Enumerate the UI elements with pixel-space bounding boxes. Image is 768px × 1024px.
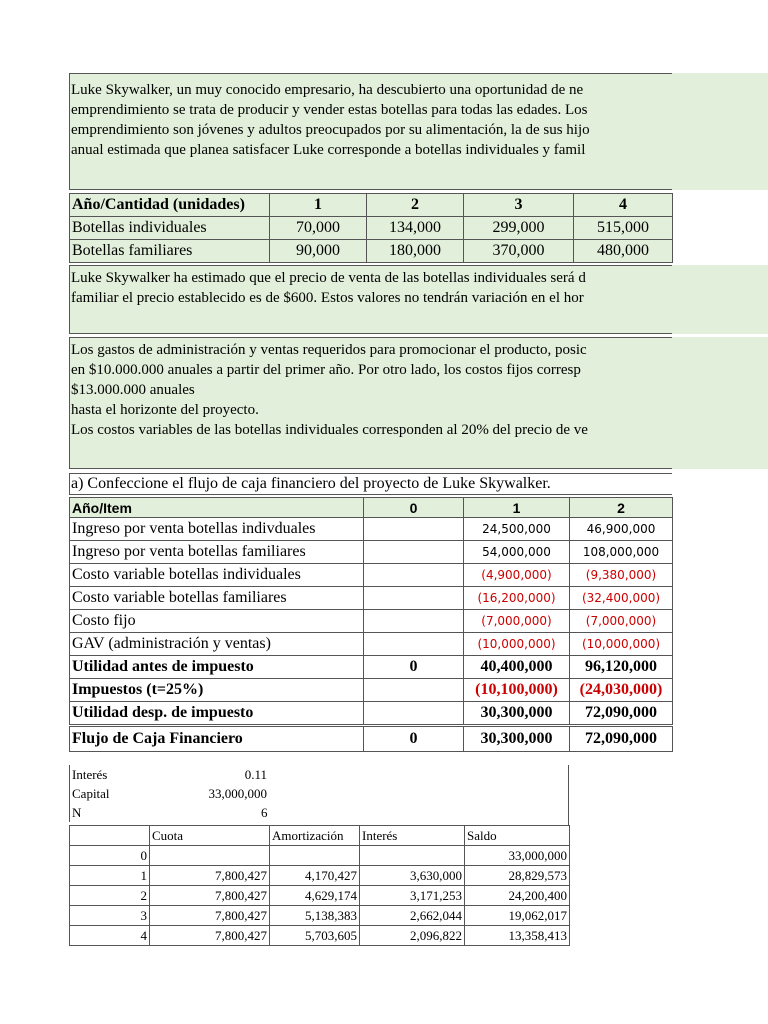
period-cell: 2 — [70, 886, 150, 906]
value-y1: (7,000,000) — [464, 610, 570, 633]
value-y0 — [364, 679, 464, 702]
value-y2: (10,000,000) — [570, 633, 673, 656]
header-cell: 3 — [464, 194, 574, 217]
costs-line: Los costos variables de las botellas individuales corresponden al 20% del precio de ve — [71, 422, 588, 438]
table-header-row — [70, 826, 570, 846]
table-row — [70, 926, 570, 946]
header-cell — [70, 826, 150, 846]
period-cell: 4 — [70, 926, 150, 946]
table-header-row — [70, 498, 673, 518]
price-line: Luke Skywalker ha estimado que el precio de venta de las botellas individuales será d — [71, 270, 586, 286]
value-y1: (16,200,000) — [464, 587, 570, 610]
intro-text-box — [69, 73, 672, 190]
amount-cell: 7,800,427 — [150, 886, 270, 906]
loan-params — [69, 765, 270, 822]
value-y1: (10,000,000) — [464, 633, 570, 656]
amount-cell: 2,096,822 — [360, 926, 465, 946]
table-row — [70, 610, 673, 633]
table-cell: Botellas individuales — [70, 217, 270, 240]
row-label: Costo variable botellas individuales — [70, 564, 364, 587]
value-y0 — [364, 518, 464, 541]
amount-cell: 2,662,044 — [360, 906, 465, 926]
header-cell: 2 — [570, 498, 673, 518]
amount-cell: 3,171,253 — [360, 886, 465, 906]
amount-cell — [360, 846, 465, 866]
costs-line: Los gastos de administración y ventas requeridos para promocionar el producto, posic — [71, 342, 587, 358]
table-cell: 480,000 — [574, 240, 673, 263]
table-row — [70, 564, 673, 587]
param-row — [70, 784, 270, 803]
header-cell: 1 — [270, 194, 367, 217]
costs-line: hasta el horizonte del proyecto. — [71, 402, 259, 418]
row-label: Ingreso por venta botellas indivduales — [70, 518, 364, 541]
row-label: Utilidad desp. de impuesto — [70, 702, 364, 726]
value-y2: (32,400,000) — [570, 587, 673, 610]
background-band — [672, 73, 768, 190]
amount-cell: 33,000,000 — [465, 846, 570, 866]
header-cell: Año/Item — [70, 498, 364, 518]
table-row — [70, 240, 673, 263]
cashflow-table — [69, 497, 673, 752]
intro-line: emprendimiento se trata de producir y vender estas botellas para todas las edades. Los — [71, 102, 588, 118]
table-cell: 180,000 — [367, 240, 464, 263]
amount-cell: 5,703,605 — [270, 926, 360, 946]
value-y1: 40,400,000 — [464, 656, 570, 679]
background-band — [672, 337, 768, 469]
table-cell: 515,000 — [574, 217, 673, 240]
value-y0 — [364, 702, 464, 726]
param-label: Interés — [72, 766, 108, 782]
value-y2: 108,000,000 — [570, 541, 673, 564]
table-cell: 134,000 — [367, 217, 464, 240]
table-cell: Botellas familiares — [70, 240, 270, 263]
period-cell: 0 — [70, 846, 150, 866]
param-value: 33,000,000 — [208, 785, 267, 801]
value-y0 — [364, 633, 464, 656]
table-row — [70, 702, 673, 726]
value-y1: 24,500,000 — [464, 518, 570, 541]
table-cell: 370,000 — [464, 240, 574, 263]
header-cell: 4 — [574, 194, 673, 217]
header-cell: Año/Cantidad (unidades) — [70, 194, 270, 217]
table-row — [70, 906, 570, 926]
final-value-y1: 30,300,000 — [464, 726, 570, 752]
row-label: Ingreso por venta botellas familiares — [70, 541, 364, 564]
table-row — [70, 217, 673, 240]
table-row — [70, 886, 570, 906]
table-row — [70, 518, 673, 541]
amount-cell — [270, 846, 360, 866]
value-y0 — [364, 541, 464, 564]
amount-cell: 19,062,017 — [465, 906, 570, 926]
value-y2: 46,900,000 — [570, 518, 673, 541]
param-row — [70, 803, 270, 822]
header-cell: 1 — [464, 498, 570, 518]
amount-cell — [150, 846, 270, 866]
amount-cell: 24,200,400 — [465, 886, 570, 906]
value-y0 — [364, 587, 464, 610]
header-cell: 0 — [364, 498, 464, 518]
amortization-table — [69, 825, 570, 946]
table-border — [568, 765, 569, 825]
table-cell: 90,000 — [270, 240, 367, 263]
row-label: Utilidad antes de impuesto — [70, 656, 364, 679]
table-row — [70, 866, 570, 886]
costs-line: en $10.000.000 anuales a partir del primer año. Por otro lado, los costos fijos corresp — [71, 362, 581, 378]
price-text-box — [69, 265, 672, 334]
intro-line: emprendimiento son jóvenes y adultos preocupados por su alimentación, la de sus hijo — [71, 122, 590, 138]
period-cell: 3 — [70, 906, 150, 926]
amount-cell: 4,629,174 — [270, 886, 360, 906]
intro-line: anual estimada que planea satisfacer Luke corresponde a botellas individuales y famil — [71, 142, 586, 158]
table-row — [70, 633, 673, 656]
table-header-row — [70, 194, 673, 217]
row-label: GAV (administración y ventas) — [70, 633, 364, 656]
value-y1: (10,100,000) — [464, 679, 570, 702]
final-label: Flujo de Caja Financiero — [70, 726, 364, 752]
value-y2: 96,120,000 — [570, 656, 673, 679]
table-row — [70, 679, 673, 702]
amount-cell: 7,800,427 — [150, 866, 270, 886]
header-cell: Saldo — [465, 826, 570, 846]
row-label: Costo fijo — [70, 610, 364, 633]
table-row — [70, 846, 570, 866]
table-cell: 70,000 — [270, 217, 367, 240]
value-y2: (7,000,000) — [570, 610, 673, 633]
header-cell: Cuota — [150, 826, 270, 846]
header-cell: Amortización — [270, 826, 360, 846]
value-y1: (4,900,000) — [464, 564, 570, 587]
price-line: familiar el precio establecido es de $600. Estos valores no tendrán variación en el hor — [71, 290, 584, 306]
table-row — [70, 541, 673, 564]
costs-text-box — [69, 337, 672, 469]
background-band — [672, 265, 768, 334]
row-label: Impuestos (t=25%) — [70, 679, 364, 702]
param-label: N — [72, 804, 82, 820]
costs-line: $13.000.000 anuales — [71, 382, 195, 398]
param-value: 0.11 — [244, 766, 267, 782]
header-cell: 2 — [367, 194, 464, 217]
amount-cell: 28,829,573 — [465, 866, 570, 886]
amount-cell: 7,800,427 — [150, 906, 270, 926]
table-row — [70, 656, 673, 679]
row-label: Costo variable botellas familiares — [70, 587, 364, 610]
demand-table — [69, 193, 673, 263]
final-value-y0: 0 — [364, 726, 464, 752]
amount-cell: 4,170,427 — [270, 866, 360, 886]
amount-cell: 7,800,427 — [150, 926, 270, 946]
value-y2: (9,380,000) — [570, 564, 673, 587]
param-label: Capital — [72, 785, 110, 801]
final-value-y2: 72,090,000 — [570, 726, 673, 752]
amount-cell: 3,630,000 — [360, 866, 465, 886]
value-y0: 0 — [364, 656, 464, 679]
value-y1: 30,300,000 — [464, 702, 570, 726]
table-cell: 299,000 — [464, 217, 574, 240]
param-row — [70, 765, 270, 784]
value-y0 — [364, 610, 464, 633]
intro-line: Luke Skywalker, un muy conocido empresario, ha descubierto una oportunidad de ne — [71, 82, 584, 98]
param-value: 6 — [261, 804, 268, 820]
header-cell: Interés — [360, 826, 465, 846]
value-y2: 72,090,000 — [570, 702, 673, 726]
value-y2: (24,030,000) — [570, 679, 673, 702]
amount-cell: 5,138,383 — [270, 906, 360, 926]
question-text: a) Confeccione el flujo de caja financiero del proyecto de Luke Skywalker. — [69, 473, 672, 495]
amount-cell: 13,358,413 — [465, 926, 570, 946]
table-row — [70, 587, 673, 610]
value-y1: 54,000,000 — [464, 541, 570, 564]
period-cell: 1 — [70, 866, 150, 886]
final-cashflow-row — [70, 726, 673, 752]
value-y0 — [364, 564, 464, 587]
